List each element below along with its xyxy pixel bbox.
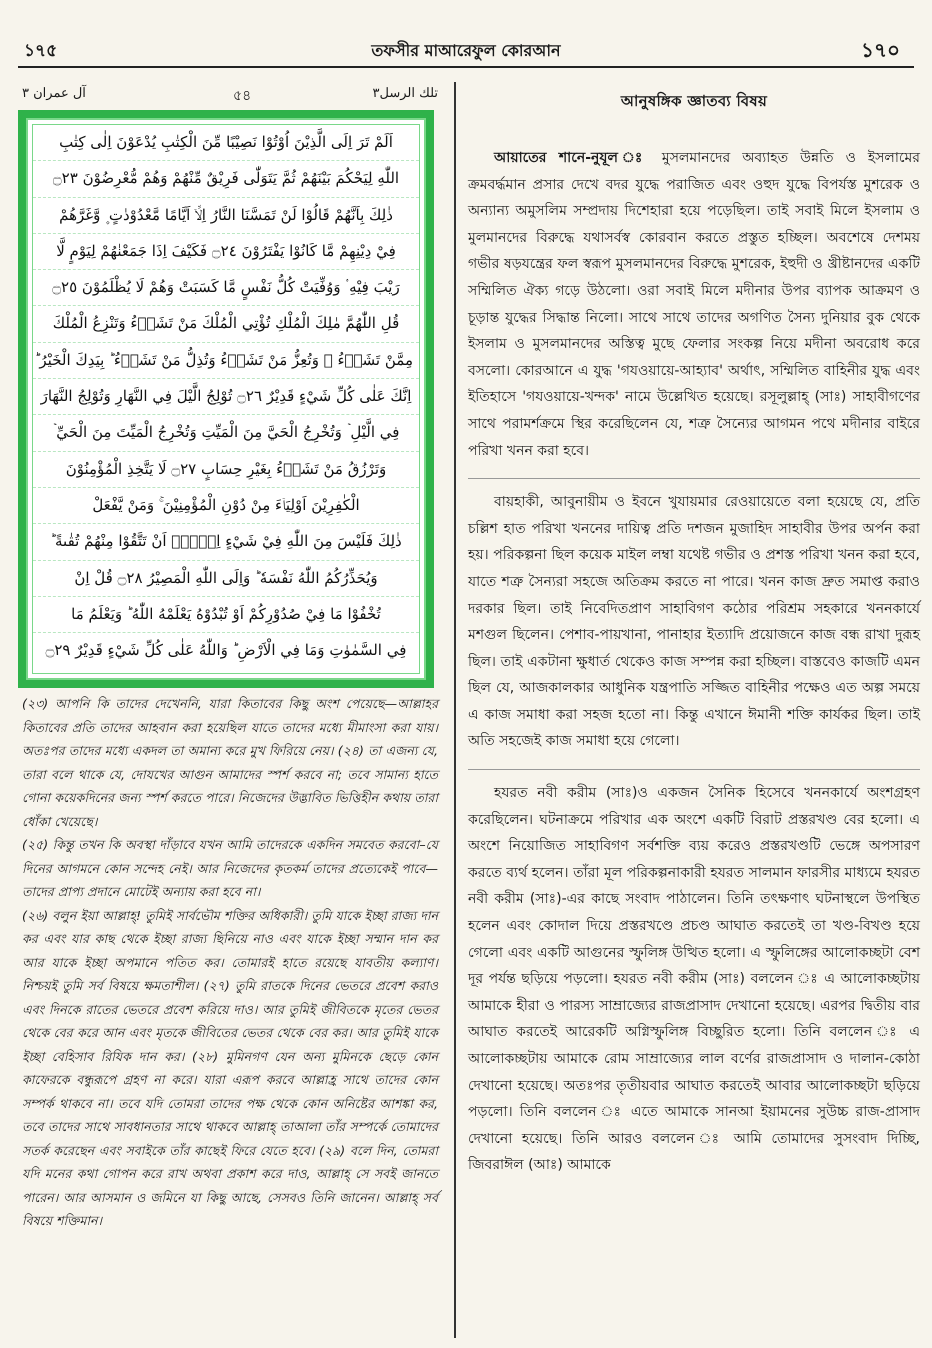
page-header: [18, 32, 914, 68]
page-number-right: ১৭০: [861, 38, 900, 62]
quran-subheader: [18, 82, 438, 106]
right-column: [468, 90, 920, 1193]
arabic-line: تُخْفُوْا مَا فِيْ صُدُوْرِكُمْ اَوْ تُبْدُوْهُ يَعْلَمْهُ اللّٰهُ ؕ وَيَعْلَمُ مَا: [33, 597, 419, 633]
commentary-paragraph: হযরত নবী করীম (সাঃ)ও একজন সৈনিক হিসেবে খননকার্যে অংশগ্রহণ করেছিলেন। ঘটনাক্রমে পরিখার এক অংশে একটি বিরাট প্রস্তরখণ্ড বের হলো। এ অংশে নিয়োজিত সাহাবিগণ সর্বশক্তি ব্যয় করেও প্রস্তরখণ্ডটি ভেঙ্গে অপসারণ করতে ব্যর্থ হলেন। তাঁরা মূল পরিকল্পনাকারী হযরত সালমান ফারসীর মাধ্যমে হযরত নবী করীম (সাঃ)-এর কাছে সংবাদ পাঠালেন। তিনি তৎক্ষণাৎ ঘটনাস্থলে উপস্থিত হলেন এবং কোদাল দিয়ে প্রস্তরখণ্ডে প্রচণ্ড আঘাত করতেই তা খণ্ড-বিখণ্ড হয়ে গেলো এবং একটি আগুনের স্ফুলিঙ্গ উত্থিত হলো। এ স্ফুলিঙ্গের আলোকচ্ছটা বেশ দূর পর্যন্ত ছড়িয়ে পড়লো। হযরত নবী করীম (সাঃ) বললেন ঃ এ আলোকচ্ছটায় আমাকে হীরা ও পারস্য সাম্রাজ্যের রাজপ্রাসাদ দেখানো হয়েছে। এরপর দ্বিতীয় বার আঘাত করতেই আরেকটি অগ্নিস্ফুলিঙ্গ বিচ্ছুরিত হলো। তিনি বললেন ঃ এ আলোকচ্ছটায় আমাকে রোম সাম্রাজ্যের লাল বর্ণের রাজপ্রাসাদ ও দালান-কোঠা দেখানো হয়েছে। অতঃপর তৃতীয়বার আঘাত করতেই আবার আলোকচ্ছটা ছড়িয়ে পড়লো। তিনি বললেন ঃ এতে আমাকে সানআ ইয়ামনের সুউচ্চ রাজ-প্রাসাদ দেখানো হয়েছে। তিনি আরও বললেন ঃ আমি তোমাদের সুসংবাদ দিচ্ছি, জিবরাঈল (আঃ) আমাকে: [468, 785, 920, 1174]
paragraph-body: মুসলমানদের অব্যাহত উন্নতি ও ইসলামের ক্রমবর্দ্ধমান প্রসার দেখে বদর যুদ্ধে পরাজিত এবং ওহুদ যুদ্ধে বিপর্যস্ত মুশরেক ও অন্যান্য অমুসলিম সম্প্রদায় দিশেহারা হয়ে পড়েছিল। তাই সবাই মিলে ইসলাম ও মুলমানদের বিরুদ্ধে যথাসর্বস্ব কোরবান করতে প্রস্তুত হচ্ছিল। অবশেষে দেশময় গভীর ষড়যন্ত্রের ফল স্বরূপ মুসলমানদের বিরুদ্ধে মুশরেক, ইহুদী ও খ্রীষ্টানদের একটি সম্মিলিত ঐক্য গড়ে উঠলো। ওরা সবাই মিলে মদীনার উপর ব্যাপক আক্রমণ ও চূড়ান্ত যুদ্ধের সিদ্ধান্ত নিলো। সাথে সাথে তাদের অগণিত সৈন্য দুনিয়ার বুক থেকে ইসলাম ও মুসলমানদের অস্তিত্ব মুছে ফেলার সংকল্প নিয়ে মদীনা অবরোধ করে বসলো। কোরআনে এ যুদ্ধ 'গযওয়ায়ে-আহ্যাব' অর্থাৎ, সম্মিলিত বাহিনীর যুদ্ধ এবং ইতিহাসে 'গযওয়ায়ে-খন্দক' নামে উল্লেখিত হয়েছে। রসূলুল্লাহ্ (সাঃ) সাহাবীগণের সাথে পরামর্শক্রমে স্থির করেছিলেন যে, শত্রু সৈন্যের আগমন পথে মদীনার বাইরে পরিখা খনন করা হবে।: [468, 150, 921, 459]
paragraph-rule: [468, 478, 920, 479]
arabic-line: قُلِ اللّٰهُمَّ مٰلِكَ الْمُلْكِ تُؤْتِي الْمُلْكَ مَنْ تَشَاۤءُ وَتَنْزِعُ الْمُلْكَ: [33, 306, 419, 342]
arabic-line: فِي السَّمٰوٰتِ وَمَا فِي الْاَرْضِ ؕ وَاللّٰهُ عَلٰى كُلِّ شَيْءٍ قَدِيْرٌ ۝٢٩: [45, 641, 407, 660]
quran-text-frame: [18, 110, 434, 688]
quran-text-block: [32, 124, 420, 674]
book-title: তফসীর মাআরেফুল কোরআন: [371, 41, 561, 60]
arabic-line: فِيْ دِيْنِهِمْ مَّا كَانُوْا يَفْتَرُوْنَ ۝٢٤ فَكَيْفَ اِذَا جَمَعْنٰهُمْ لِيَوْمٍ لَّا: [33, 234, 419, 270]
translation-paragraph: (২৬) বলুন ইয়া আল্লাহ্! তুমিই সার্বভৌম শক্তির অধিকারী। তুমি যাকে ইচ্ছা রাজ্য দান কর এবং যার কাছ থেকে ইচ্ছা রাজ্য ছিনিয়ে নাও এবং যাকে ইচ্ছা সম্মান দান কর আর যাকে ইচ্ছা অপমানে পতিত কর। তোমারই হাতে রয়েছে যাবতীয় কল্যাণ। নিশ্চয়ই তুমি সর্ব বিষয়ে ক্ষমতাশীল। (২৭) তুমি রাতকে দিনের ভেতরে প্রবেশ করাও এবং দিনকে রাতের ভেতরে প্রবেশ করিয়ে দাও। আর তুমিই জীবিতকে মৃতের ভেতর থেকে বের করে আন এবং মৃতকে জীবিতের ভেতর থেকে বের কর। আর তুমিই যাকে ইচ্ছা বেহিসাব রিযিক দান কর। (২৮) মুমিনগণ যেন অন্য মুমিনকে ছেড়ে কোন কাফেরকে বন্ধুরূপে গ্রহণ না করে। যারা এরূপ করবে আল্লাহ্র সাথে তাদের কোন সম্পর্ক থাকবে না। তবে যদি তোমরা তাদের পক্ষ থেকে কোন অনিষ্টের আশঙ্কা কর, তবে তাদের সাথে সাবধানতার সাথে থাকবে আল্লাহ্ তাআলা তাঁর সম্পর্কে তোমাদের সতর্ক করেছেন এবং সবাইকে তাঁর কাছেই ফিরে যেতে হবে। (২৯) বলে দিন, তোমরা যদি মনের কথা গোপন করে রাখ অথবা প্রকাশ করে দাও, আল্লাহ্ সে সবই জানতে পারেন। আর আসমান ও জমিনে যা কিছু আছে, সেসবও তিনি জানেন। আল্লাহ্ সর্ব বিষয়ে শক্তিমান।: [22, 907, 438, 1228]
arabic-line: ذٰلِكَ بِاَنَّهُمْ قَالُوْا لَنْ تَمَسَّنَا النَّارُ اِلَّاۤ اَيَّامًا مَّعْدُوْدٰتٍ ۪ وَّغَرَّهُمْ: [33, 198, 419, 234]
commentary-paragraph: [468, 145, 920, 464]
bengali-translation: [22, 692, 438, 1233]
juz-label: تلك الرسل٣: [372, 86, 438, 101]
arabic-line: اِنَّكَ عَلٰى كُلِّ شَيْءٍ قَدِيْرٌ ۝٢٦ تُوْلِجُ الَّيْلَ فِي النَّهَارِ وَتُوْلِجُ النَّهَارَ: [33, 379, 419, 415]
arabic-line: مِمَّنْ تَشَاۤءُ ۡ وَتُعِزُّ مَنْ تَشَاۤءُ وَتُذِلُّ مَنْ تَشَاۤءُ ؕ بِيَدِكَ الْخَيْرُ ؕ: [33, 343, 419, 379]
section-number: ৫৪: [233, 88, 252, 104]
arabic-line: اَلَمْ تَرَ اِلَى الَّذِيْنَ اُوْتُوْا نَصِيْبًا مِّنَ الْكِتٰبِ يُدْعَوْنَ اِلٰى كِتٰبِ: [33, 125, 419, 161]
arabic-line: وَتَرْزُقُ مَنْ تَشَاۤءُ بِغَيْرِ حِسَابٍ ۝٢٧ لَا يَتَّخِذِ الْمُؤْمِنُوْنَ: [33, 452, 419, 488]
arabic-line: ذٰلِكَ فَلَيْسَ مِنَ اللّٰهِ فِيْ شَيْءٍ اِلَّاۤ اَنْ تَتَّقُوْا مِنْهُمْ تُقٰىةً ؕ: [33, 524, 419, 560]
arabic-line: فِي الَّيْلِ ۡ وَتُخْرِجُ الْحَيَّ مِنَ الْمَيِّتِ وَتُخْرِجُ الْمَيِّتَ مِنَ الْحَيِّ ۡ: [33, 415, 419, 451]
surah-label: آل عمران ٣: [22, 86, 86, 101]
paragraph-lead: আয়াতের শানে-নুযূল ঃ: [494, 150, 650, 166]
arabic-line: اللّٰهِ لِيَحْكُمَ بَيْنَهُمْ ثُمَّ يَتَوَلّٰى فَرِيْقٌ مِّنْهُمْ وَهُمْ مُّعْرِضُوْنَ ۝٢٣: [33, 161, 419, 197]
arabic-line: رَيْبَ فِيْهِ ۟ وَوُفِّيَتْ كُلُّ نَفْسٍ مَّا كَسَبَتْ وَهُمْ لَا يُظْلَمُوْنَ ۝٢٥: [33, 270, 419, 306]
paragraph-rule: [468, 769, 920, 770]
section-title: আনুষঙ্গিক জ্ঞাতব্য বিষয়: [620, 92, 768, 110]
arabic-line: وَيُحَذِّرُكُمُ اللّٰهُ نَفْسَهٗ ؕ وَاِلَى اللّٰهِ الْمَصِيْرُ ۝٢٨ قُلْ اِنْ: [33, 561, 419, 597]
commentary-paragraph: বায়হাকী, আবুনায়ীম ও ইবনে খুযায়মার রেওয়ায়েতে বলা হয়েছে যে, প্রতি চল্লিশ হাত পরিখা খননের দায়িত্ব প্রতি দশজন মুজাহিদ সাহাবীর উপর অর্পন করা হয়। পরিকল্পনা ছিল কয়েক মাইল লম্বা যথেষ্ট গভীর ও প্রশস্ত পরিখা খনন করা হবে, যাতে শত্রু সৈন্যরা সহজে অতিক্রম করতে না পারে। খনন কাজ দ্রুত সমাপ্ত করাও দরকার ছিল। তাই নিবেদিতপ্রাণ সাহাবিগণ কঠোর পরিশ্রম সহকারে খননকার্যে মশগুল ছিলেন। পেশাব-পায়খানা, পানাহার ইত্যাদি প্রয়োজনে কাজ বন্ধ রাখা দুরূহ ছিল। তাই একটানা ক্ষুধার্ত থেকেও কাজ সম্পন্ন করা হচ্ছিল। বাস্তবেও কাজটি এমন ছিল যে, আজকালকার আধুনিক যন্ত্রপাতি সজ্জিত বাহিনীর পক্ষেও এত অল্প সময়ে এ কাজ সমাধা করা সহজ হতো না। কিন্তু এখানে ঈমানী শক্তি কার্যকর ছিল। তাই অতি সহজেই কাজ সমাধা হয়ে গেলো।: [468, 494, 920, 750]
left-column: [18, 82, 438, 106]
translation-paragraph: (২৩) আপনি কি তাদের দেখেননি, যারা কিতাবের কিছু অংশ পেয়েছে—আল্লাহর কিতাবের প্রতি তাদের আহবান করা হয়েছিল যাতে তাদের মধ্যে মীমাংসা করা যায়। অতঃপর তাদের মধ্যে একদল তা অমান্য করে মুখ ফিরিয়ে নেয়। (২৪) তা এজন্য যে, তারা বলে থাকে যে, দোযখের আগুন আমাদের স্পর্শ করবে না; তবে সামান্য হাতে গোনা কয়েকদিনের জন্য স্পর্শ করতে পারে। নিজেদের উদ্ভাবিত ভিত্তিহীন কথায় তারা ধোঁকা খেয়েছে।: [22, 696, 438, 829]
column-divider: [454, 82, 456, 1338]
page-number-left: ১৭৫: [24, 41, 58, 61]
arabic-line: الْكٰفِرِيْنَ اَوْلِيَاۤءَ مِنْ دُوْنِ الْمُؤْمِنِيْنَ ۚ وَمَنْ يَّفْعَلْ: [33, 488, 419, 524]
translation-paragraph: (২৫) কিন্তু তখন কি অবস্থা দাঁড়াবে যখন আমি তাদেরকে একদিন সমবেত করবো–যে দিনের আগমনে কোন সন্দেহ নেই। আর নিজেদের কৃতকর্ম তাদের প্রত্যেকেই পাবে—তাদের প্রাপ্য প্রদানে মোটেই অন্যায় করা হবে না।: [22, 837, 438, 899]
